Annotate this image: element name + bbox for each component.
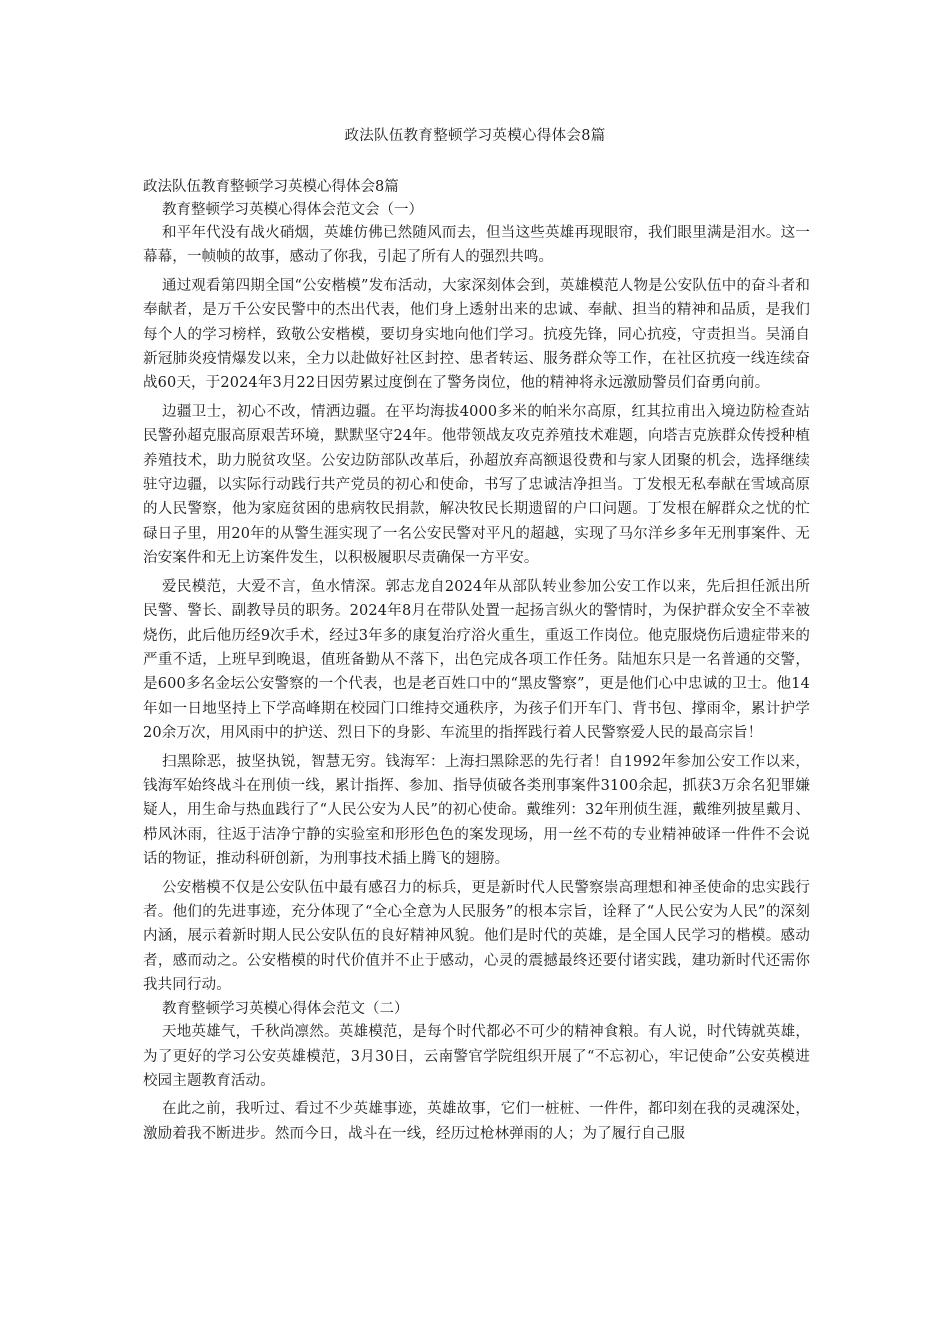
section-heading: 教育整顿学习英模心得体会范文（二） — [162, 1000, 409, 1017]
section-two — [143, 998, 810, 1147]
paragraph: 爱民模范，大爱不言，鱼水情深。郭志龙自2024年从部队转业参加公安工作以来，先后担任派出所民警、警长、副教导员的职务。2024年8月在带队处置一起扬言纵火的警情时，为保护群众安全不幸被烧伤，此后他历经9次手术，经过3年多的康复治疗浴火重生，重返工作岗位。他克服烧伤后遗症带来的严重不适，上班早到晚退，值班备勤从不落下，出色完成各项工作任务。陆旭东只是一名普通的交警，是600多名金坛公安警察的一个代表，也是老百姓口中的“黑皮警察”，更是他们心中忠诚的卫士。他14年如一日地坚持上下学高峰期在校园门口维持交通秩序，为孩子们开车门、背书包、撑雨伞，累计护学20余万次，用风雨中的护送、烈日下的身影、车流里的指挥践行着人民警察爱人民的最高宗旨！ — [143, 578, 810, 742]
paragraph: 公安楷模不仅是公安队伍中最有感召力的标兵，更是新时代人民警察崇高理想和神圣使命的忠实践行者。他们的先进事迹，充分体现了“全心全意为人民服务”的根本宗旨，诠释了“人民公安为人民”的深刻内涵，展示着新时期人民公安队伍的良好精神风貌。他们是时代的英雄，是全国人民学习的楷模。感动者，感而动之。公安楷模的时代价值并不止于感动，心灵的震撼最终还要付诸实践，建功新时代还需你我共同行动。 — [143, 879, 810, 994]
paragraph: 天地英雄气，千秋尚凛然。英雄模范，是每个时代都必不可少的精神食粮。有人说，时代铸就英雄，为了更好的学习公安英雄模范，3月30日，云南警官学院组织开展了“不忘初心，牢记使命”公安英模进校园主题教育活动。 — [143, 1024, 810, 1089]
paragraph: 在此之前，我听过、看过不少英雄事迹，英雄故事，它们一桩桩、一件件，都印刻在我的灵魂深处，激励着我不断进步。然而今日，战斗在一线，经历过枪林弹雨的人；为了履行自己服 — [143, 1101, 810, 1142]
document-subtitle: 政法队伍教育整顿学习英模心得体会8篇 — [143, 179, 399, 195]
document-title: 政法队伍教育整顿学习英模心得体会8篇 — [344, 128, 606, 144]
paragraph: 边疆卫士，初心不改，情洒边疆。在平均海拔4000多米的帕米尔高原，红其拉甫出入境边防检查站民警孙超克服高原艰苦环境，默默坚守24年。他带领战友攻克养殖技术难题，向塔吉克族群众传授种植养殖技术，助力脱贫攻坚。公安边防部队改革后，孙超放弃高额退役费和与家人团聚的机会，选择继续驻守边疆，以实际行动践行共产党员的初心和使命，书写了忠诚洁净担当。丁发根无私奉献在雪域高原的人民警察，他为家庭贫困的患病牧民捐款，解决牧民长期遗留的户口问题。丁发根在解群众之忧的忙碌日子里，用20年的从警生涯实现了一名公安民警对平凡的超越，实现了马尔洋乡多年无刑事案件、无治安案件和无上访案件发生，以积极履职尽责确保一方平安。 — [143, 403, 810, 567]
section-heading: 教育整顿学习英模心得体会范文会（一） — [162, 201, 423, 218]
section-one — [143, 199, 810, 998]
document-body — [143, 176, 810, 1146]
paragraph: 和平年代没有战火硝烟，英雄仿佛已然随风而去，但当这些英雄再现眼帘，我们眼里满是泪水。这一幕幕，一帧帧的故事，感动了你我，引起了所有人的强烈共鸣。 — [143, 225, 810, 266]
paragraph: 扫黑除恶，披坚执锐，智慧无穷。钱海军：上海扫黑除恶的先行者！自1992年参加公安工作以来，钱海军始终战斗在刑侦一线，累计指挥、参加、指导侦破各类刑事案件3100余起，抓获3万余名犯罪嫌疑人，用生命与热血践行了“人民公安为人民”的初心使命。戴维列：32年刑侦生涯，戴维列披星戴月、栉风沐雨，往返于洁净宁静的实验室和形形色色的案发现场，用一丝不苟的专业精神破译一件件不会说话的物证，推动科研创新，为刑事技术插上腾飞的翅膀。 — [143, 753, 810, 868]
paragraph: 通过观看第四期全国“公安楷模”发布活动，大家深刻体会到，英雄模范人物是公安队伍中的奋斗者和奉献者，是万千公安民警中的杰出代表，他们身上透射出来的忠诚、奉献、担当的精神和品质，是我们每个人的学习榜样，致敬公安楷模，要切身实地向他们学习。抗疫先锋，同心抗疫，守责担当。吴涌自新冠肺炎疫情爆发以来，全力以赴做好社区封控、患者转运、服务群众等工作，在社区抗疫一线连续奋战60天，于2024年3月22日因劳累过度倒在了警务岗位，他的精神将永远激励警员们奋勇向前。 — [143, 277, 810, 392]
